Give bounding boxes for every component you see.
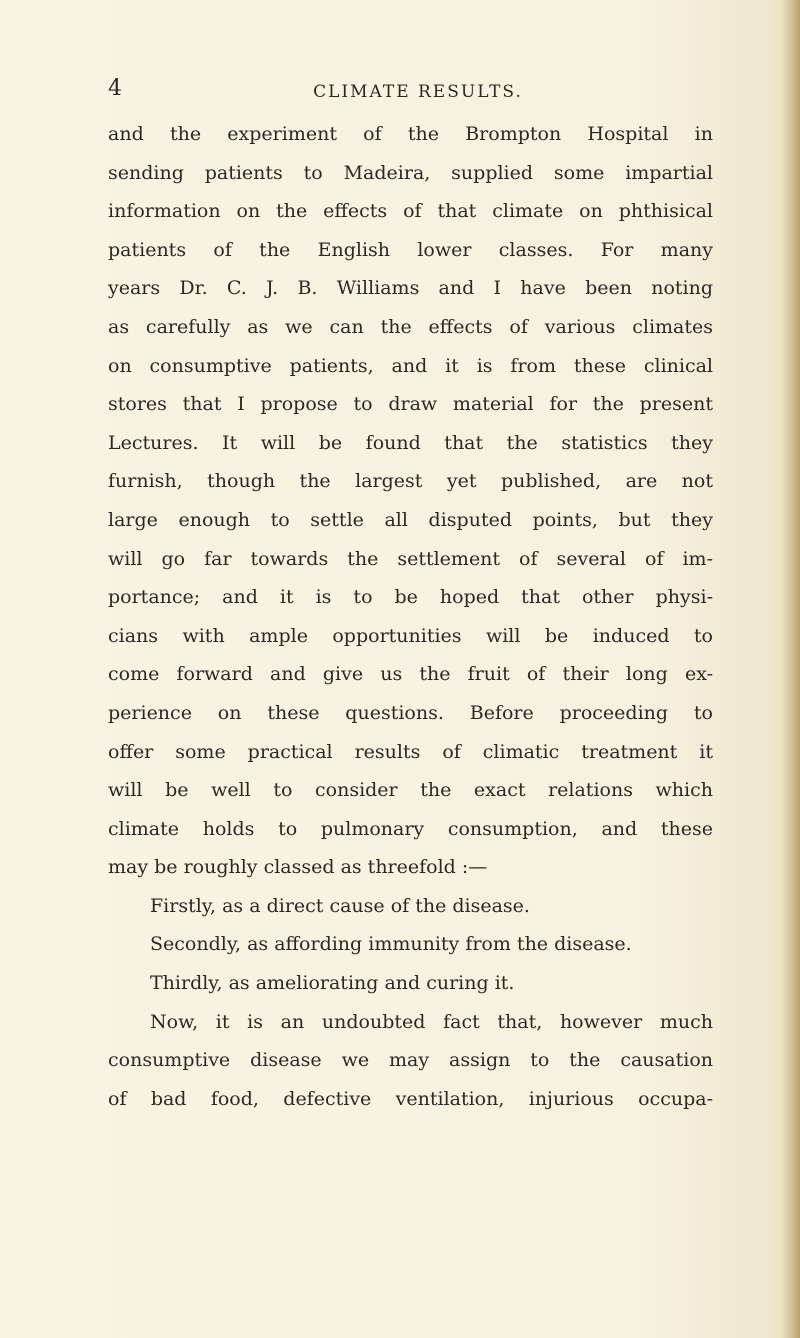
page-edge-shadow: [782, 0, 800, 1338]
list-item-thirdly: Thirdly, as ameliorating and curing it.: [150, 972, 515, 995]
text-line: of bad food, defective ventilation, injurious occupa-: [108, 1087, 713, 1110]
text-line: consumptive disease we may assign to the causation: [108, 1049, 713, 1072]
text-line: Lectures. It will be found that the statistics they: [108, 431, 713, 454]
body-text: [108, 115, 713, 1118]
text-line: offer some practical results of climatic treatment it: [108, 740, 713, 763]
text-line: may be roughly classed as threefold :—: [108, 856, 488, 879]
page-header: [108, 76, 728, 106]
text-line: will go far towards the settlement of several of im-: [108, 547, 713, 570]
list-item-firstly: Firstly, as a direct cause of the disease.: [150, 894, 530, 917]
text-line: stores that I propose to draw material for the present: [108, 393, 713, 416]
text-line: years Dr. C. J. B. Williams and I have been noting: [108, 277, 713, 300]
text-line: as carefully as we can the effects of various climates: [108, 315, 713, 338]
text-line: sending patients to Madeira, supplied some impartial: [108, 161, 713, 184]
text-line: on consumptive patients, and it is from these clinical: [108, 354, 713, 377]
text-line: climate holds to pulmonary consumption, and these: [108, 817, 713, 840]
paragraph-start: Now, it is an undoubted fact that, however much: [150, 1010, 713, 1033]
text-line: perience on these questions. Before proceeding to: [108, 701, 713, 724]
text-line: furnish, though the largest yet published, are not: [108, 470, 713, 493]
text-line: and the experiment of the Brompton Hospital in: [108, 123, 713, 145]
text-line: information on the effects of that climate on phthisical: [108, 200, 713, 223]
running-title: CLIMATE RESULTS.: [313, 82, 523, 102]
page-number: 4: [108, 76, 122, 101]
text-line: large enough to settle all disputed points, but they: [108, 508, 713, 531]
list-item-secondly: Secondly, as affording immunity from the disease.: [150, 933, 632, 956]
text-line: will be well to consider the exact relations which: [108, 779, 713, 802]
text-line: cians with ample opportunities will be induced to: [108, 624, 713, 647]
text-line: portance; and it is to be hoped that other physi-: [108, 586, 713, 609]
text-line: come forward and give us the fruit of their long ex-: [108, 663, 713, 686]
text-line: patients of the English lower classes. For many: [108, 238, 713, 261]
